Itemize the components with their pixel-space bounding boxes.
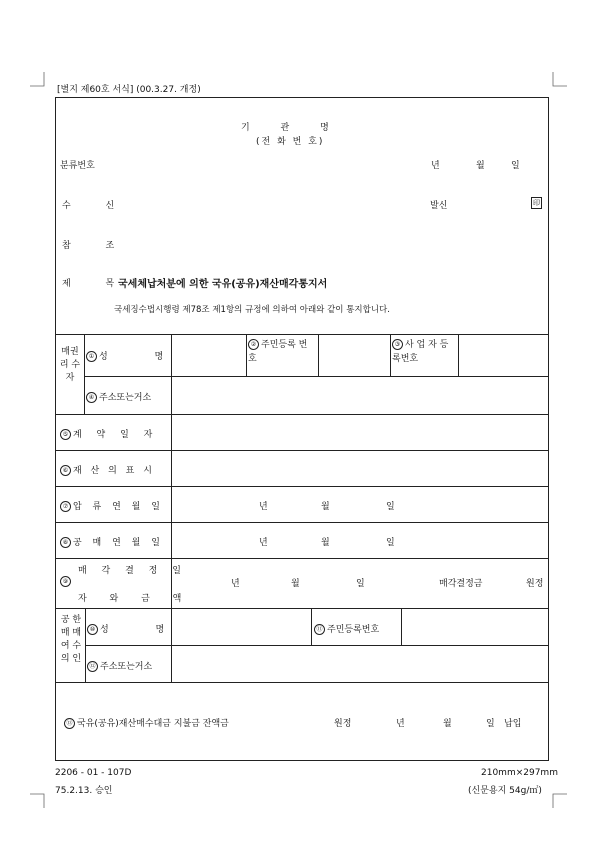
crop-mark-bottom-left	[30, 790, 48, 808]
buyer-address-label: 주소또는거소	[100, 662, 153, 672]
form-reference: [별지 제60호 서식] (00.3.27. 개정)	[57, 85, 201, 95]
crop-mark-top-right	[549, 72, 567, 90]
auction-date-label: 공 매 연 월 일	[73, 538, 164, 548]
contract-date-label: 계 약 일 자	[73, 430, 159, 440]
seizure-date-label: 압 류 연 월 일	[73, 502, 164, 512]
sale-month: 월	[291, 579, 300, 589]
sale-day: 일	[356, 579, 365, 589]
date-day: 일	[511, 161, 520, 171]
balance-year: 년	[396, 719, 405, 729]
number-marker: ⑤	[60, 429, 71, 440]
sale-decision-label-1: 매 각 결 정 일	[78, 566, 187, 576]
crop-mark-bottom-right	[549, 790, 567, 808]
approval-date: 75.2.13. 승인	[55, 786, 113, 796]
number-marker: ④	[86, 392, 97, 403]
business-no-label: 사 업 자 등록번호	[392, 340, 449, 364]
number-marker: ⑫	[87, 661, 98, 672]
sale-amount-label: 매각결정금	[439, 579, 483, 589]
date-month: 월	[476, 161, 485, 171]
sender-label: 발신	[430, 201, 448, 211]
number-marker: ③	[392, 339, 403, 350]
seizure-day: 일	[386, 502, 395, 512]
buyer-rrn-label: 주민등록번호	[327, 625, 380, 635]
rights-holder-label: 매권 리 수자	[59, 347, 81, 383]
number-marker: ⑥	[60, 465, 71, 476]
crop-mark-top-left	[30, 72, 48, 90]
seal-stamp: 印	[533, 199, 540, 207]
number-marker: ①	[86, 351, 97, 362]
name-label: 성 명	[99, 352, 186, 362]
number-marker: ⑩	[87, 624, 98, 635]
paper-size: 210mm×297mm	[481, 768, 558, 778]
agency-name: 기 관 명	[241, 123, 343, 133]
number-marker: ⑬	[64, 718, 75, 729]
form-code: 2206 - 01 - 107D	[55, 768, 132, 778]
balance-month: 월	[443, 719, 452, 729]
auction-year: 년	[259, 538, 268, 548]
recipient-label: 수 신	[62, 201, 131, 211]
paper-type: (신문용지 54g/㎡)	[468, 786, 542, 796]
auction-month: 월	[321, 538, 330, 548]
sale-decision-label-2: 자 와 금 액	[78, 594, 192, 604]
property-label: 재 산 의 표 시	[73, 466, 155, 476]
agency-phone: (전 화 번 호)	[256, 137, 325, 147]
address-label: 주소또는거소	[99, 393, 152, 403]
balance-day: 일	[486, 719, 495, 729]
won-label: 원정	[526, 579, 544, 589]
number-marker: ⑪	[314, 624, 325, 635]
number-marker: ②	[248, 339, 259, 350]
subject-label: 제 목	[62, 279, 131, 289]
date-year: 년	[431, 161, 440, 171]
rrn-label: 주민등록 번 호	[248, 340, 308, 364]
auction-day: 일	[386, 538, 395, 548]
form-frame	[55, 97, 549, 761]
number-marker: ⑨	[60, 576, 71, 587]
sale-year: 년	[231, 579, 240, 589]
notice-text: 국세징수법시행령 제78조 제1항의 규정에 의하여 아래와 같이 통지합니다.	[114, 305, 390, 315]
buyer-label: 공 한 매 매 여 수 의 인	[60, 615, 82, 664]
balance-label: 국유(공유)재산매수대금 지불금 잔액금	[77, 719, 229, 729]
reference-label: 참 조	[62, 241, 131, 251]
classification-label: 분류번호	[60, 161, 95, 171]
seizure-year: 년	[259, 502, 268, 512]
subject-title: 국세체납처분에 의한 국유(공유)재산매각통지서	[118, 279, 328, 290]
balance-won: 원정	[334, 719, 352, 729]
seizure-month: 월	[321, 502, 330, 512]
number-marker: ⑦	[60, 501, 71, 512]
number-marker: ⑧	[60, 537, 71, 548]
payment-label: 납입	[504, 719, 522, 729]
buyer-name-label: 성 명	[100, 625, 187, 635]
